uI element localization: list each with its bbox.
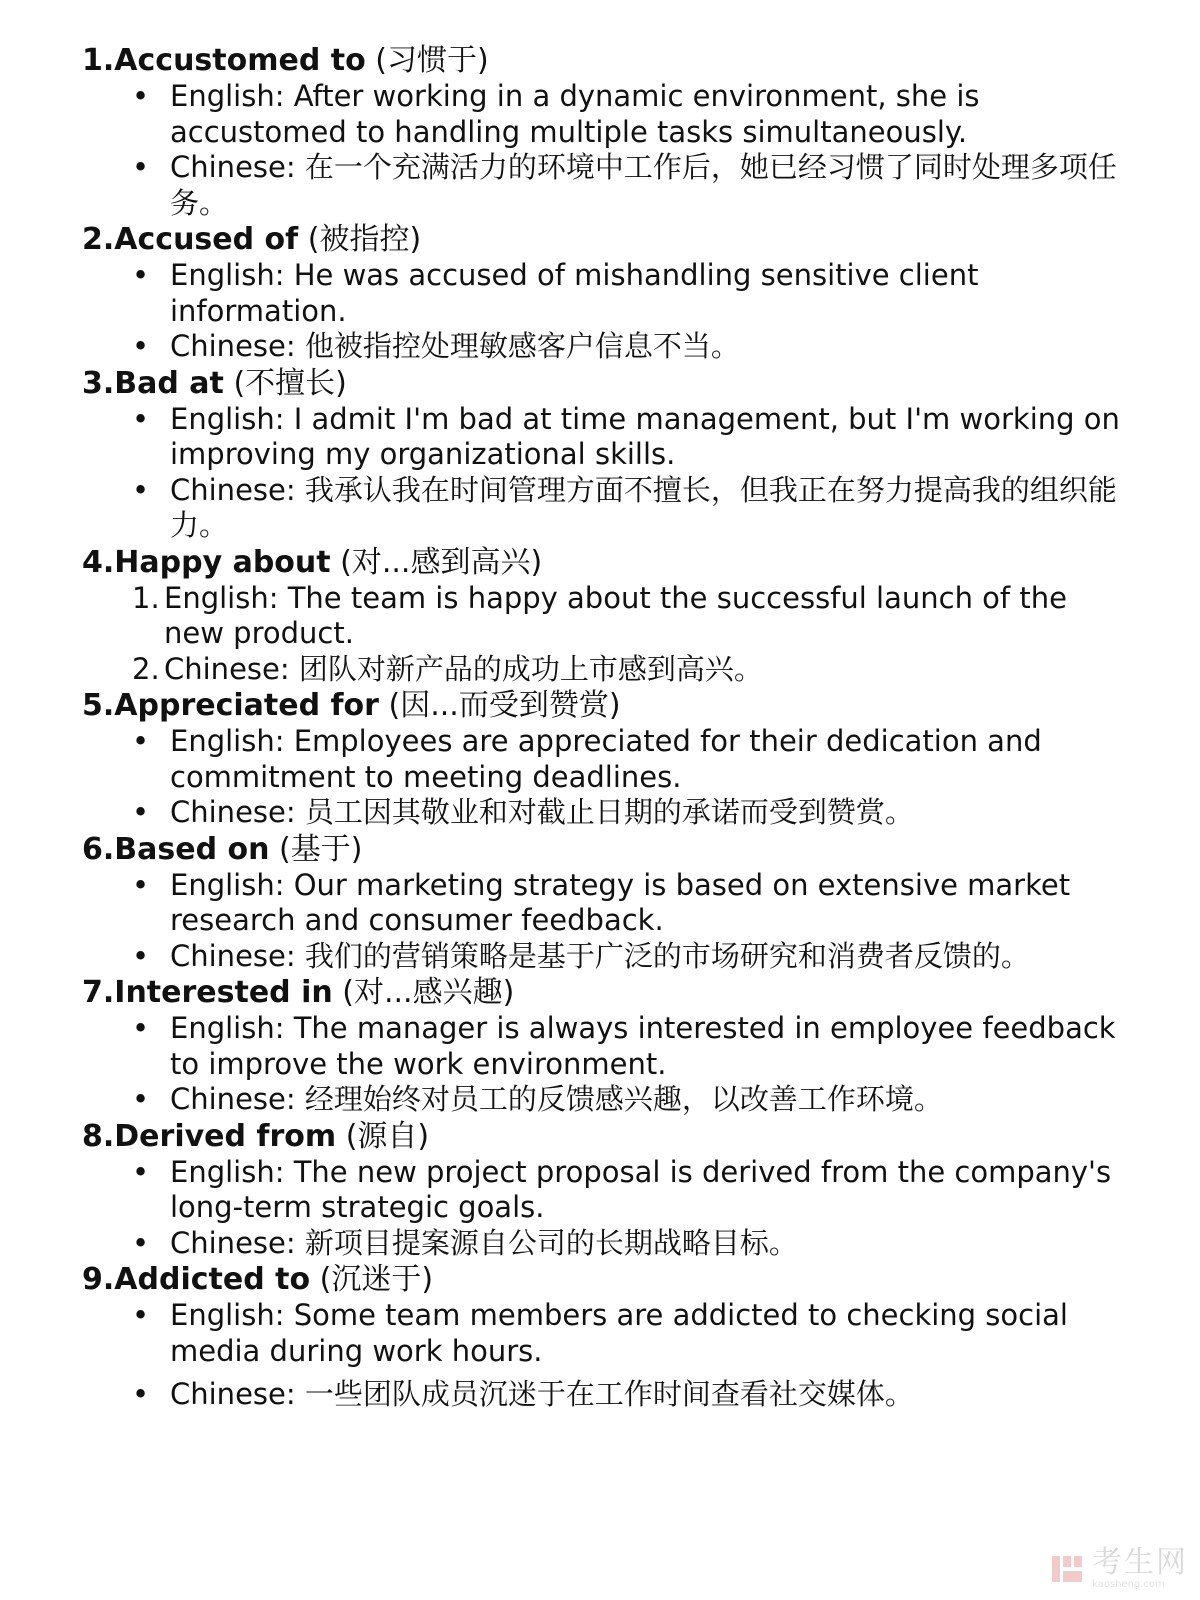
example-text: English: Employees are appreciated for their dedication and commitment to meeting deadlines.: [170, 724, 1042, 794]
phrase-entry-6: [82, 831, 1122, 975]
entry-heading: [82, 544, 1122, 581]
entry-number: 7.: [82, 975, 115, 1010]
example-list: [82, 1298, 1122, 1413]
example-chinese: [82, 1226, 1122, 1262]
entry-phrase: Bad at: [114, 365, 224, 401]
entry-number: 3.: [82, 365, 115, 401]
example-text: English: Some team members are addicted to checking social media during work hours.: [170, 1298, 1068, 1368]
example-text: Chinese: 一些团队成员沉迷于在工作时间查看社交媒体。: [170, 1377, 914, 1411]
entry-number: 4.: [82, 544, 115, 580]
example-text: English: The new project proposal is derived from the company's long-term strategic goals.: [170, 1154, 1112, 1224]
bullet-marker: •: [132, 724, 150, 758]
phrase-entry-9: [82, 1261, 1122, 1413]
entry-phrase: Accused of: [114, 222, 299, 257]
example-text: English: I admit I'm bad at time management, but I'm working on improving my organizational skills.: [170, 401, 1120, 471]
example-text: Chinese: 新项目提案源自公司的长期战略目标。: [170, 1225, 798, 1260]
entry-heading: [82, 687, 1122, 724]
entry-number: 2.: [82, 222, 115, 257]
bullet-marker: •: [132, 150, 150, 184]
phrase-entry-3: [82, 365, 1122, 544]
entry-meaning: (不擅长): [233, 365, 347, 401]
entry-heading: [82, 365, 1122, 402]
example-list: [82, 79, 1122, 221]
example-english: [82, 258, 1122, 329]
bullet-marker: •: [132, 79, 150, 113]
entry-meaning: (对...感到高兴): [340, 544, 543, 580]
entry-phrase: Derived from: [114, 1118, 337, 1154]
entry-meaning: (习惯于): [375, 43, 489, 78]
example-chinese: [82, 795, 1122, 831]
phrase-entry-2: [82, 221, 1122, 365]
example-english: [82, 1011, 1122, 1082]
phrase-entry-8: [82, 1118, 1122, 1262]
watermark-text: 考生网: [1092, 1545, 1188, 1580]
entry-number: 9.: [82, 1262, 115, 1297]
entry-meaning: (沉迷于): [319, 1262, 434, 1297]
example-list: [82, 724, 1122, 831]
example-chinese: [82, 1082, 1122, 1118]
entry-phrase: Addicted to: [114, 1262, 311, 1297]
example-list: [82, 258, 1122, 365]
bullet-marker: •: [132, 938, 150, 973]
example-text: Chinese: 员工因其敬业和对截止日期的承诺而受到赞赏。: [170, 795, 914, 829]
example-english: [82, 581, 1122, 652]
number-marker: 2.: [132, 651, 160, 686]
entry-phrase: Appreciated for: [114, 688, 379, 723]
entry-heading: [82, 221, 1122, 258]
example-english: [82, 79, 1122, 150]
example-text: Chinese: 我们的营销策略是基于广泛的市场研究和消费者反馈的。: [170, 938, 1030, 973]
bullet-marker: •: [132, 1377, 150, 1411]
example-english: [82, 1155, 1122, 1226]
example-list: [82, 1155, 1122, 1262]
entry-heading: [82, 974, 1122, 1011]
entry-heading: [82, 1261, 1122, 1298]
number-marker: 1.: [132, 580, 160, 615]
entry-phrase: Accustomed to: [114, 43, 366, 78]
entry-number: 8.: [82, 1118, 115, 1154]
entry-meaning: (基于): [279, 831, 363, 867]
bullet-marker: •: [132, 1298, 150, 1332]
example-english: [82, 724, 1122, 795]
document-body: [82, 42, 1122, 1413]
phrase-entry-5: [82, 687, 1122, 831]
entry-heading: [82, 831, 1122, 868]
example-chinese: [82, 939, 1122, 975]
bullet-marker: •: [132, 258, 150, 292]
example-text: Chinese: 团队对新产品的成功上市感到高兴。: [164, 651, 763, 686]
entry-phrase: Happy about: [114, 544, 331, 580]
entry-meaning: (源自): [345, 1118, 430, 1154]
entry-number: 5.: [82, 688, 115, 723]
bullet-marker: •: [132, 401, 150, 436]
example-text: Chinese: 经理始终对员工的反馈感兴趣，以改善工作环境。: [170, 1082, 943, 1116]
entry-heading: [82, 42, 1122, 79]
example-text: English: Our marketing strategy is based on extensive market research and consumer feedback.: [170, 867, 1071, 937]
bullet-marker: •: [132, 867, 150, 902]
example-chinese: [82, 652, 1122, 688]
watermark-subtext: kaosheng.com: [1092, 1579, 1165, 1590]
example-text: English: The team is happy about the successful launch of the new product.: [164, 580, 1067, 650]
watermark-text-group: [1092, 1545, 1188, 1590]
example-text: Chinese: 他被指控处理敏感客户信息不当。: [170, 329, 740, 363]
entry-meaning: (因...而受到赞赏): [388, 688, 621, 723]
bullet-marker: •: [132, 472, 150, 507]
entry-meaning: (对...感兴趣): [342, 975, 515, 1010]
bullet-marker: •: [132, 329, 150, 363]
entry-heading: [82, 1118, 1122, 1155]
phrase-entry-7: [82, 974, 1122, 1118]
example-text: Chinese: 在一个充满活力的环境中工作后，她已经习惯了同时处理多项任务。: [170, 150, 1117, 220]
example-list: [82, 581, 1122, 688]
entry-number: 6.: [82, 831, 115, 867]
entry-meaning: (被指控): [307, 222, 422, 257]
site-watermark: [1050, 1545, 1188, 1590]
bullet-marker: •: [132, 795, 150, 829]
example-text: English: He was accused of mishandling sensitive client information.: [170, 258, 979, 328]
phrase-entry-1: [82, 42, 1122, 221]
example-chinese: [82, 150, 1122, 221]
example-chinese: [82, 473, 1122, 544]
phrase-entry-4: [82, 544, 1122, 688]
bullet-marker: •: [132, 1154, 150, 1189]
example-text: Chinese: 我承认我在时间管理方面不擅长，但我正在努力提高我的组织能力。: [170, 472, 1117, 542]
example-english: [82, 1298, 1122, 1369]
bullet-marker: •: [132, 1225, 150, 1260]
example-text: English: The manager is always interested in employee feedback to improve the work environment.: [170, 1011, 1116, 1081]
example-chinese: [82, 1377, 1122, 1413]
bullet-marker: •: [132, 1011, 150, 1045]
example-list: [82, 1011, 1122, 1118]
entry-phrase: Interested in: [114, 975, 333, 1010]
example-chinese: [82, 329, 1122, 365]
example-english: [82, 868, 1122, 939]
example-text: English: After working in a dynamic environment, she is accustomed to handling multiple tasks simultaneously.: [170, 79, 980, 149]
example-list: [82, 868, 1122, 975]
entry-number: 1.: [82, 43, 115, 78]
example-english: [82, 402, 1122, 473]
example-list: [82, 402, 1122, 544]
bullet-marker: •: [132, 1082, 150, 1116]
entry-phrase: Based on: [114, 831, 270, 867]
kaosheng-logo-icon: [1050, 1552, 1084, 1586]
